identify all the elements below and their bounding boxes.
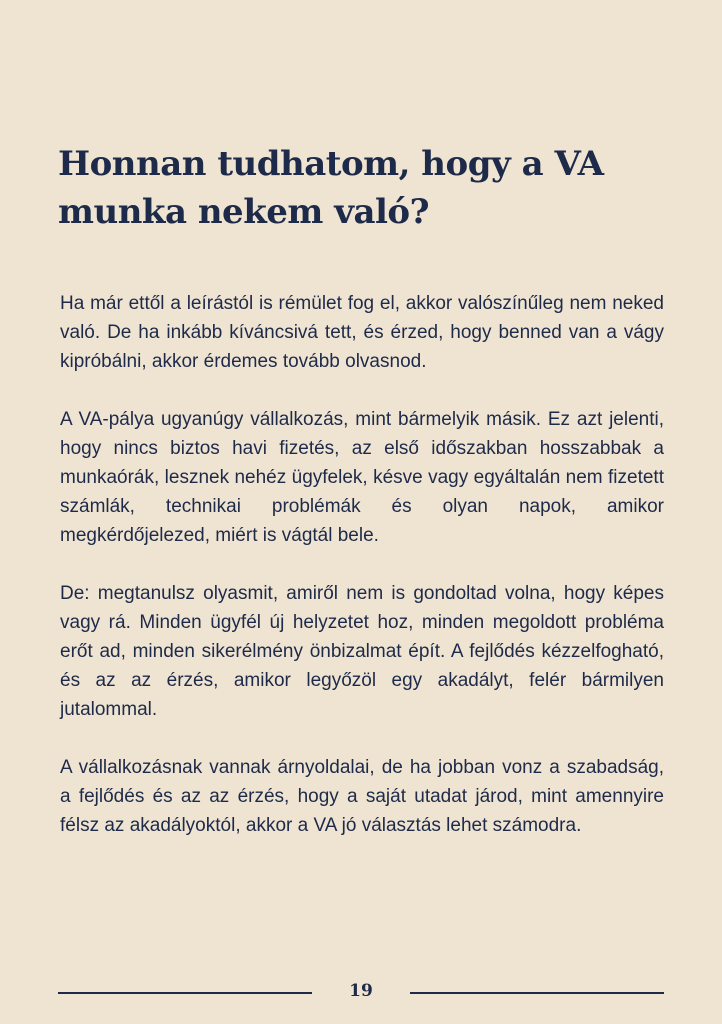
paragraph: Ha már ettől a leírástól is rémület fog el, akkor valószínűleg nem neked való. De ha inkább kíváncsivá tett, és érzed, hogy benned van a vágy kipróbálni, akkor érdemes tovább olvasnod. xyxy=(60,293,664,372)
paragraph: De: megtanulsz olyasmit, amiről nem is gondoltad volna, hogy képes vagy rá. Minden ügyfél új helyzetet hoz, minden megoldott probléma erőt ad, minden sikerélmény önbizalmat épít. A fejlődés kézzelfogható, és az az érzés, amikor legyőzöl egy akadályt, felér bármilyen jutalommal. xyxy=(60,583,664,720)
page-title: Honnan tudhatom, hogy a VA munka nekem való? xyxy=(58,144,604,232)
footer-rule-left xyxy=(58,992,312,994)
page-number: 19 xyxy=(349,981,373,1001)
paragraph: A VA-pálya ugyanúgy vállalkozás, mint bármelyik másik. Ez azt jelenti, hogy nincs biztos havi fizetés, az első időszakban hosszabbak a munkaórák, lesznek nehéz ügyfelek, késve vagy egyáltalán nem fizetett számlák, technikai problémák és olyan napok, amikor megkérdőjelezed, miért is vágtál bele. xyxy=(60,409,664,546)
paragraph: A vállalkozásnak vannak árnyoldalai, de ha jobban vonz a szabadság, a fejlődés és az az érzés, hogy a saját utadat járod, mint amennyire félsz az akadályoktól, akkor a VA jó választás lehet számodra. xyxy=(60,757,664,836)
body-text xyxy=(60,289,664,840)
footer-rule-right xyxy=(410,992,664,994)
page-footer xyxy=(58,978,664,1006)
